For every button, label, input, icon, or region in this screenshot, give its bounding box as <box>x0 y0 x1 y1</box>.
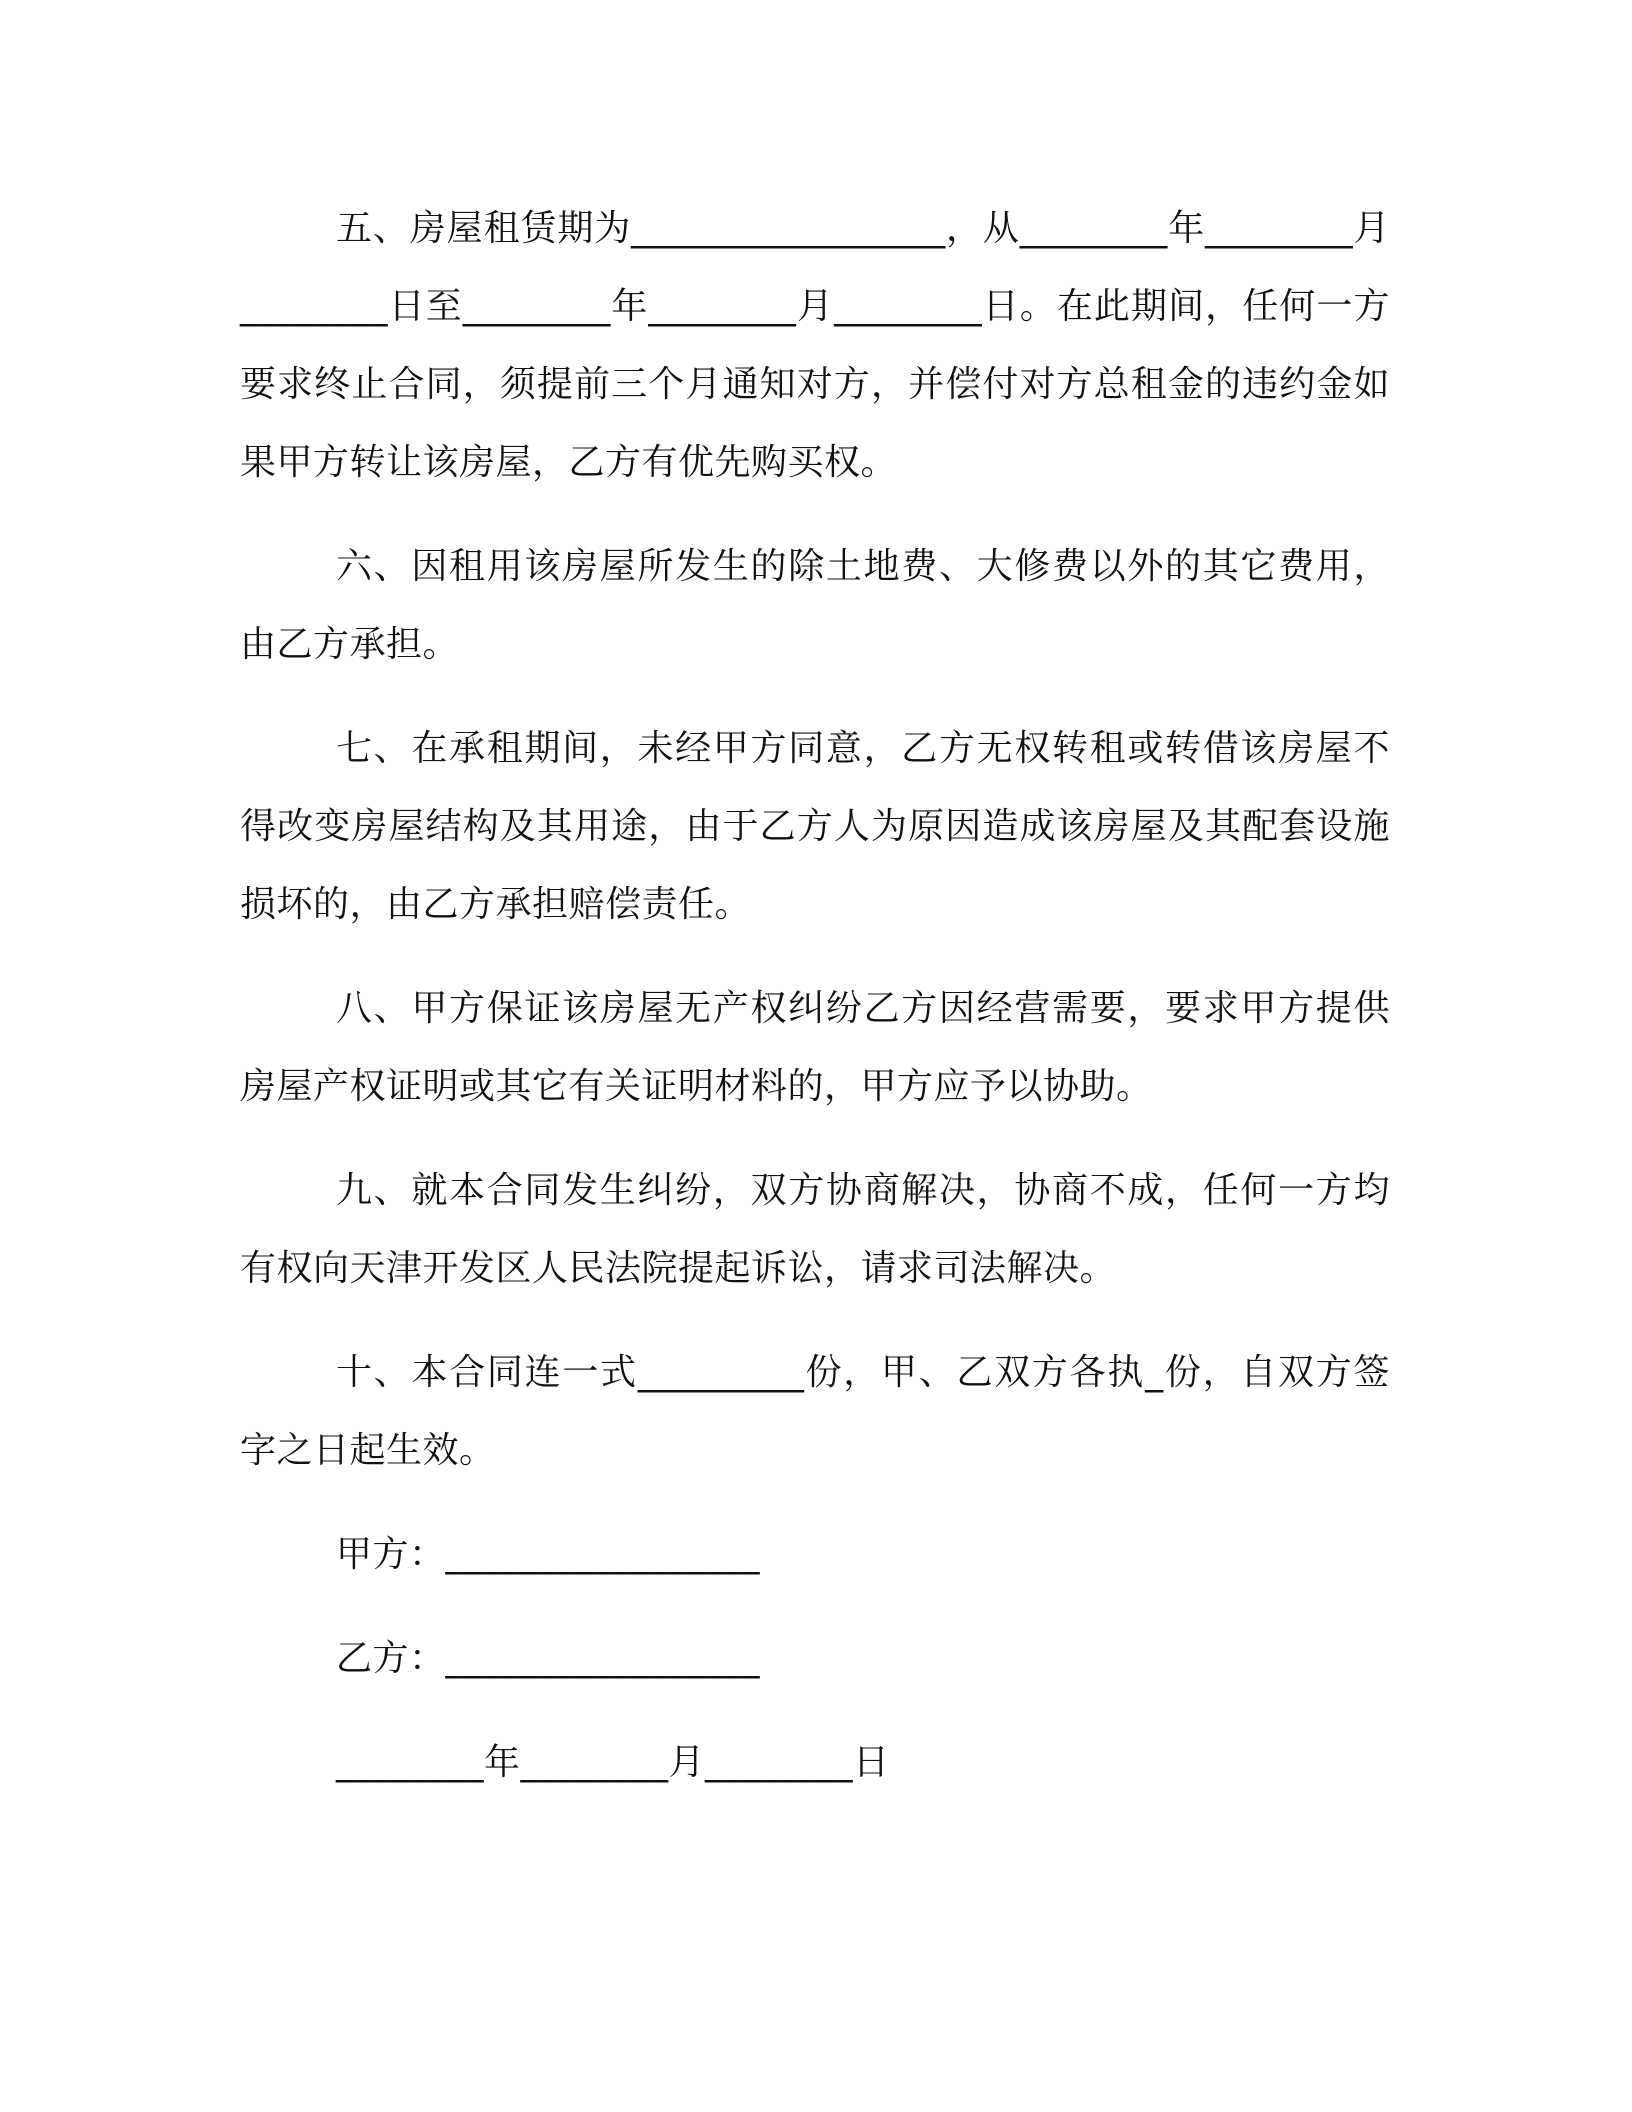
clause-5: 五、房屋租赁期为_________________，从________年________月________日至________年________月________日。在此期间，任何一方要求终止合同，须提前三个月通知对方，并偿付对方总租金的违约金如果甲方转让该房屋，乙方有优先购买权。 <box>240 208 1390 483</box>
clause-6: 六、因租用该房屋所发生的除土地费、大修费以外的其它费用，由乙方承担。 <box>240 546 1390 665</box>
clause-8: 八、甲方保证该房屋无产权纠纷乙方因经营需要，要求甲方提供房屋产权证明或其它有关证明材料的，甲方应予以协助。 <box>240 988 1390 1107</box>
signature-date: ________年________月________日 <box>336 1742 890 1783</box>
contract-body <box>240 190 1390 1828</box>
clause-9: 九、就本合同发生纠纷，双方协商解决，协商不成，任何一方均有权向天津开发区人民法院提起诉讼，请求司法解决。 <box>240 1170 1390 1289</box>
clause-7: 七、在承租期间，未经甲方同意，乙方无权转租或转借该房屋不得改变房屋结构及其用途，由于乙方人为原因造成该房屋及其配套设施损坏的，由乙方承担赔偿责任。 <box>240 728 1390 925</box>
clause-10: 十、本合同连一式_________份，甲、乙双方各执_份，自双方签字之日起生效。 <box>240 1352 1390 1471</box>
signature-party-a: 甲方：_________________ <box>336 1534 761 1575</box>
signature-party-b: 乙方：_________________ <box>336 1638 761 1679</box>
